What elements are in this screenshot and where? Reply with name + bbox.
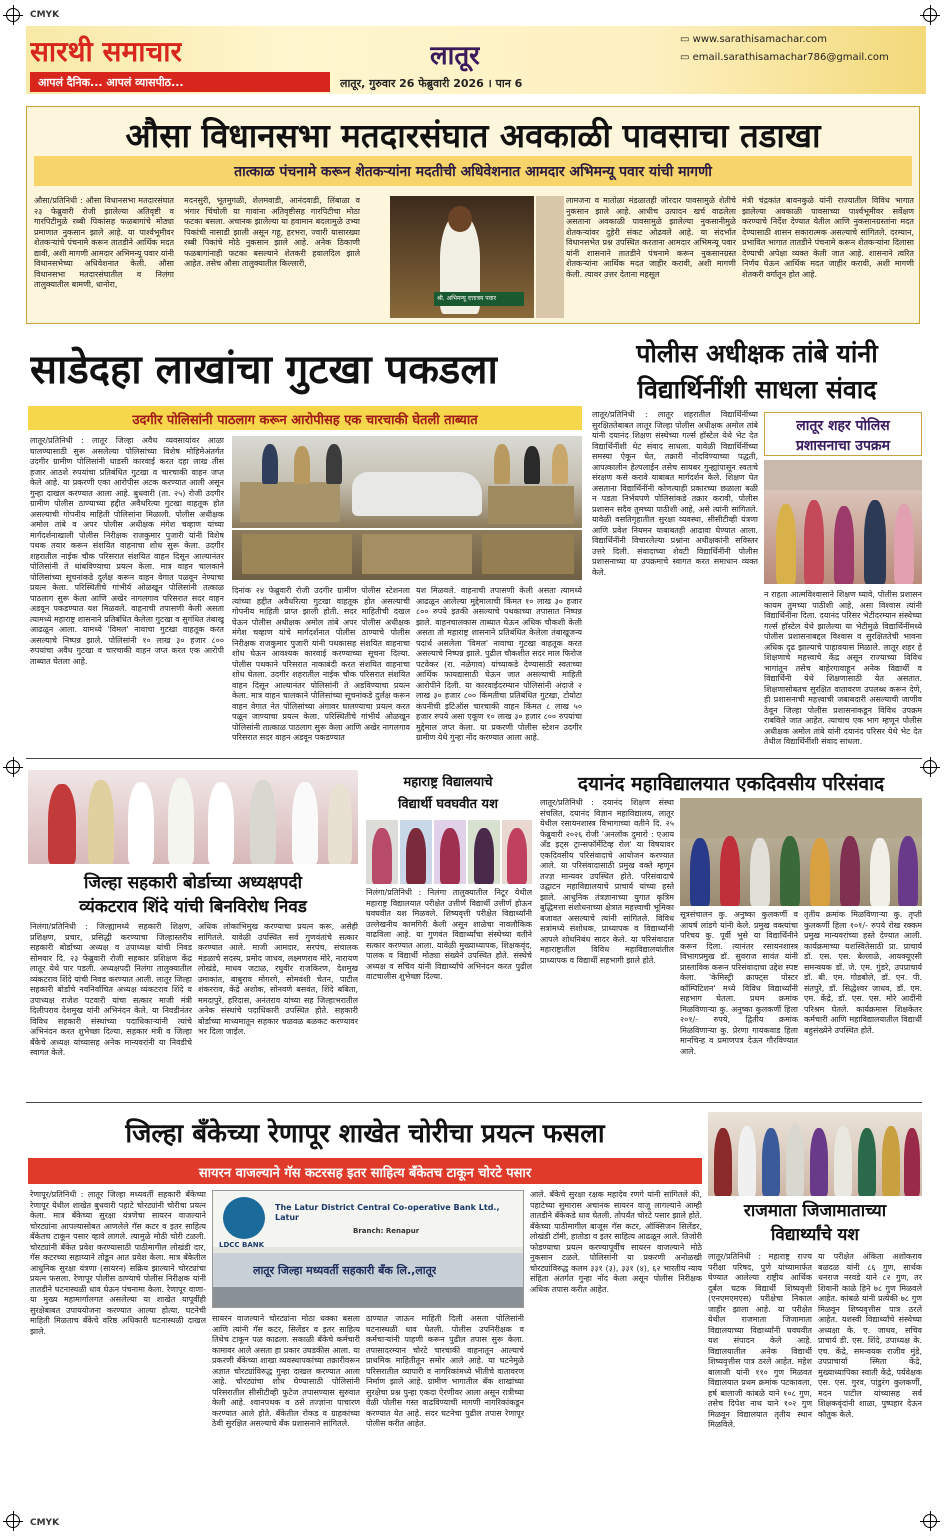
article-column: सूत्रसंचालन कु. अनुष्का कुलकर्णी व आयर्ष लांडगे यांनी केले. प्रमुख वक्त्यांचा परिचय कु. पूर्वी भुसे या विद्यार्थिनीने करून दिला. त्यानंतर रसायनशास्त्र विभागप्रमुख डॉ. सुवराज सावंत यांनी प्रास्ताविक करून परिसंवादाचा उद्देश स्पष्ट केला. 'केमिस्ट्री क्राफ्ट्स पोस्टर कॉम्पिटिशन' मध्ये विविध विद्यार्थ्यांनी सहभाग घेतला. प्रथम क्रमांक मिळविणाऱ्या कु. अनुष्का कुलकर्णी हिला २०१/- रुपये, द्वितीय क्रमांक मिळविणाऱ्या कु. प्रेरणा गायकवाड हिला मानचिन्ह व प्रमाणपत्र देऊन गौरविण्यात आले. bbox=[680, 910, 798, 1056]
email: ▭ email.sarathisamachar786@gmail.com bbox=[680, 52, 889, 63]
box-title-line1: लातूर शहर पोलिस bbox=[796, 418, 890, 434]
registration-mark bbox=[923, 760, 937, 774]
article-column: आले. बँकेचे सुरक्षा रक्षक महादेव रणगे यांनी सांगितले की, पहाटेच्या सुमारास अचानक सायरन वाजू लागल्याने आम्ही तातडीने बँकेकडे धाव घेतली. तोपर्यंत चोरटे पसार झाले होते. बँकेच्या पाठीमागील बाजूस गॅस कटर, ऑक्सिजन सिलेंडर, लोखंडी टॉमी, हातोडा व इतर साहित्य आढळून आले. तिजोरी फोडण्याचा प्रयत्न करण्यापूर्वीच सायरन वाजल्याने मोठे नुकसान टळले. पोलिसांनी या प्रकरणी अनोळखी चोरट्यांविरुद्ध कलम ३३१ (३), ३३१ (४), ६२ भारतीय न्याय संहिता अंतर्गत गुन्हा नोंद केला असून पोलीस निरीक्षक अधिक तपास करीत आहेत. bbox=[530, 1190, 702, 1294]
dateline: लातूर, गुरुवार 26 फेब्रुवारी 2026 । पान 6 bbox=[340, 77, 523, 90]
article-column: रेणापूर/प्रतिनिधी : लातूर जिल्हा मध्यवर्ती सहकारी बँकेच्या रेणापूर येथील शाखेत बुधवारी पहाटे चोरट्यांनी चोरीचा प्रयत्न केला. मात्र बँकेच्या सुरक्षा यंत्रणेचा सायरन वाजल्याने चोरट्यांना आपल्यासोबत आणलेले गॅस कटर व इतर साहित्य बँकेतच टाकून पसार व्हावे लागले. त्यामुळे मोठी चोरी टळली. चोरट्यांनी बँकेत प्रवेश करण्यासाठी पाठीमागील लोखंडी दार, गॅस कटरच्या सहाय्याने तोडून आत प्रवेश केला. मात्र बँकेतील आधुनिक सुरक्षा यंत्रणा (सायरन) सक्रिय झाल्याने चोरट्यांचा प्रयत्न फसला. रेणापूर पोलीस ठाण्याचे पोलीस निरीक्षक यांनी तातडीने घटनास्थळी धाव घेऊन पंचनामा केला. रेणापूर वाणा-या मुख्य महामार्गालगत असलेल्या या शाखेत यापूर्वीही सुरक्षेबाबत उपाययोजना करण्यात आल्या होत्या. घटनेची माहिती मिळताच बँकेचे वरिष्ठ अधिकारी घटनास्थळी दाखल झाले. bbox=[30, 1190, 206, 1336]
registration-mark bbox=[6, 8, 20, 22]
article-column: ठाण्यात जाऊन माहिती दिली असता पोलिसांनी घटनास्थळी धाव घेतली. पोलीस उपनिरीक्षक व कर्मचाऱ्यांनी पाहणी करून पुढील तपास सुरू केला. तपासादरम्यान चोरटे चारचाकी वाहनातून आल्याचे प्राथमिक माहितीतून समोर आले आहे. या घटनेमुळे परिसरातील व्यापारी व नागरिकांमध्ये भीतीचे वातावरण निर्माण झाले आहे. ग्रामीण भागातील बँक शाखांच्या सुरक्षेचा प्रश्न पुन्हा एकदा ऐरणीवर आला असून रात्रीच्या वेळी पोलीस गस्त वाढविण्याची मागणी नागरिकांकडून करण्यात येत आहे. सदर घटनेचा पुढील तपास रेणापूर पोलीस करीत आहेत. bbox=[366, 1314, 524, 1428]
headline: साडेदहा लाखांचा गुटखा पकडला bbox=[30, 346, 498, 393]
website-text: www.sarathisamachar.com bbox=[692, 34, 827, 45]
headline-line2: विद्यार्थिनींशी साधला संवाद bbox=[637, 375, 877, 404]
article-column: लातूर/प्रतिनिधी : दयानंद शिक्षण संस्था संचलित, दयानंद विज्ञान महाविद्यालय, लातूर येथील रसायनशास्त्र विभागाच्या वतीने दि. २५ फेब्रुवारी २०२६ रोजी 'अनलॉक दुमारो : एआय अँड इट्स ट्रान्सफॉर्मेटिव्ह रोल' या विषयावर एकदिवसीय परिसंवादाचे आयोजन करण्यात आले. या परिसंवादासाठी प्रमुख वक्ते म्हणून तज्ज्ञ मान्यवर उपस्थित होते. परिसंवादाचे उद्घाटन महाविद्यालयाचे प्राचार्य यांच्या हस्ते झाले. आधुनिक तंत्रज्ञानाच्या युगात कृत्रिम बुद्धिमत्ता संशोधनाच्या क्षेत्रात महत्त्वाची भूमिका बजावत असल्याचे त्यांनी सांगितले. विविध सत्रांमध्ये संशोधक, प्राध्यापक व विद्यार्थ्यांनी आपले शोधनिबंध सादर केले. या परिसंवादात महाराष्ट्रातील विविध महाविद्यालयांतील प्राध्यापक व विद्यार्थी सहभागी झाले होते. bbox=[540, 798, 674, 965]
headline-line1: महाराष्ट्र विद्यालयाचे bbox=[403, 775, 493, 790]
city-name: लातूर bbox=[430, 41, 480, 71]
section-divider bbox=[26, 1102, 922, 1103]
seized-gutkha-photo-lower bbox=[232, 530, 582, 580]
bank-sign-marathi: लातूर जिल्हा मध्यवर्ती सहकारी बँक लि.,लातूर bbox=[253, 1264, 437, 1277]
article-column: या परीक्षेत अंकिता अशोकराव बळदळ यांनी ८६ गुण, सार्थक धनराज नरवडे याने ८२ गुण, तर शिवानी काळे हिने ७८ गुण मिळवले आहेत. कांबळे यांनी प्रत्येकी ७८ गुण मिळवून शिष्यवृत्तीस पात्र ठरले आहेत. यशस्वी विद्यार्थ्यांचे संस्थेच्या अध्यक्षा के. ए. जाधव, सचिव प्राचार्य डी. एस. शिंदे, उपाध्यक्ष के. एच. केंद्रे, समन्वयक राजीव मुंडे, उपप्राचार्या स्मिता केंद्रे, मुख्याध्यापिका स्वाती केंद्रे, पर्यवेक्षक एस. एस. गुरव, पांडुरंग कुलकर्णी, मदन पाटील यांच्यासह सर्व शिक्षकवृंदांनी शाळा, पुष्पहार देऊन कौतुक केले. bbox=[818, 1252, 922, 1419]
headline-line2: विद्यार्थ्यांचे यश bbox=[771, 1225, 859, 1245]
headline: दयानंद महाविद्यालयात एकदिवसीय परिसंवाद bbox=[577, 773, 885, 795]
email-text: email.sarathisamachar786@gmail.com bbox=[692, 52, 889, 63]
felicitation-photo bbox=[28, 770, 358, 864]
sp-students-photo bbox=[764, 460, 922, 584]
student-photo bbox=[434, 820, 466, 884]
article-column: यश मिळवले. वाहनाची तपासणी केली असता त्यामध्ये आढळून आलेल्या मुद्देमालाची किंमत १० लाख ३० हजार ८०० रुपये इतकी असल्याचे पथकाच्या तपासात निष्पन्न झाले. वाहनचालकास ताब्यात घेऊन अधिक चौकशी केली असता तो महाराष्ट्र शासनाने प्रतिबंधित केलेला तंबाखूजन्य पदार्थ असलेला 'विमल' नावाचा गुटखा वाहतूक करत असल्याचे निष्पन्न झाले. पुढील चौकशीत सदर माल फिरोज पटवेकर (रा. नळेगाव) यांच्याकडे देण्यासाठी स्वतःच्या आर्थिक फायद्यासाठी घेऊन जात असल्याची माहिती आरोपीने दिली. या कारवाईदरम्यान पोलिसांनी अंदाजे २ लाख ३० हजार ८०० किंमतीचा प्रतिबंधित गुटखा, टोयोटा कंपनीची इटिऑस चारचाकी वाहन किंमत ८ लाख ५० हजार रुपये असा एकूण १० लाख ३० हजार ८०० रुपयांचा मुद्देमाल जप्त केला. या प्रकरणी पोलीस स्टेशन उदगीर ग्रामीण येथे गुन्हा नोंद करण्यात आला आहे. bbox=[416, 586, 582, 742]
mla-photo-bg bbox=[536, 196, 564, 318]
bank-sign-english: The Latur District Central Co-operative Bank Ltd., Latur bbox=[275, 1203, 500, 1222]
tagline: आपलं दैनिक... आपलं व्यासपीठ... bbox=[38, 76, 184, 89]
article-column: लामजना व मातोळा मंडळातही जोरदार पावसामुळे शेतीचे नुकसान झाले आहे. आधीच उत्पादन खर्च वाढलेला असताना अवकाळी पावसामुळे झालेल्या नुकसानीमुळे शेतकऱ्यांवर दुहेरी संकट ओढवले आहे. या संदर्भात विधानसभेत प्रश्न उपस्थित करताना आमदार अभिमन्यू पवार यांनी शासनाने तातडीने पंचनामे करून नुकसानग्रस्त शेतकऱ्यांना आर्थिक मदत जाहीर करावी, अशी मागणी केली. त्यावर उत्तर देताना महसूल bbox=[566, 196, 736, 279]
website: ▭ www.sarathisamachar.com bbox=[680, 34, 827, 45]
cmyk-marker: CMYK bbox=[30, 1518, 60, 1528]
student-photo bbox=[502, 820, 532, 884]
article-column: मदनसुरी, भूतमुगळी, शेलमवाडी, आनंदवाडी, लिंबाळा व भंगार चिंचोली या गावांना अतिवृष्टीसह गारपिटीचा मोठा फटका बसला. अचानक झालेल्या या हवामान बदलामुळे उभ्या पिकांची नासाडी झाली असून गहू, हरभरा, ज्वारी यासारख्या रब्बी पिकांचे मोठे नुकसान झाले आहे. अनेक ठिकाणी फळबागांनाही फटका बसल्याने शेतकरी हवालदिल झाले आहेत. तसेच औसा तालुक्यातील किल्लारी, bbox=[184, 196, 360, 268]
school-students-photo bbox=[708, 1112, 922, 1196]
article-column: मंत्री चंद्रकांत बावनकुळे यांनी राज्यातील विविध भागात झालेल्या अवकाळी पावसाच्या पार्श्वभूमीवर सर्वेक्षण करण्याचे निर्देश देण्यात येतील आणि नुकसानग्रस्तांना मदत देण्यासाठी शासन सकारात्मक असल्याचे सांगितले. दरम्यान, प्रभावित भागात तातडीने पंचनामे करून शेतकऱ्यांना दिलासा देण्याची अपेक्षा व्यक्त केली जात आहे. शासनाने त्वरित निर्णय घेऊन आर्थिक मदत जाहीर करावी, अशी मागणी शेतकरी वर्गातून होत आहे. bbox=[742, 196, 914, 279]
bank-logo-text: LDCC BANK bbox=[219, 1241, 265, 1249]
subhead: उदगीर पोलिसांनी पाठलाग करून आरोपीसह एक चारचाकी घेतली ताब्यात bbox=[132, 413, 478, 428]
registration-mark bbox=[923, 1514, 937, 1528]
photo-caption: श्री. अभिमन्यू दत्तात्रय पवार bbox=[434, 292, 524, 306]
headline: औसा विधानसभा मतदारसंघात अवकाळी पावसाचा तडाखा bbox=[125, 116, 821, 155]
article-column: लातूर/प्रतिनिधी : महाराष्ट्र राज्य परीक्षा परिषद, पुणे यांच्यामार्फत घेण्यात आलेल्या राष्ट्रीय आर्थिक दुर्बल घटक विद्यार्थी शिष्यवृत्ती (एनएमएमएस) परीक्षेचा निकाल जाहीर झाला आहे. या परीक्षेत येथील राजमाता जिजामाता विद्यालयाच्या विद्यार्थ्यांनी घवघवीत यश संपादन केले आहे. विद्यालयातील अनेक विद्यार्थी शिष्यवृत्तीस पात्र ठरले आहेत. महेश बालाजी यांनी ११० गुण मिळवत विद्यालयात प्रथम क्रमांक पटकावला, हर्ष बालाजी कांबळे याने १०८ गुण, तसेच दिपेश नाथ याने १०२ गुण मिळवून विद्यालयात तृतीय स्थान मिळविले. bbox=[708, 1252, 812, 1429]
student-photo bbox=[400, 820, 432, 884]
subhead: सायरन वाजल्याने गॅस कटरसह इतर साहित्य बँकेतच टाकून चोरटे पसार bbox=[198, 1166, 532, 1181]
headline-line1: जिल्हा सहकारी बोर्डाच्या अध्यक्षपदी bbox=[84, 873, 302, 893]
registration-mark bbox=[6, 760, 20, 774]
article-column: दिनांक २४ फेब्रुवारी रोजी उदगीर ग्रामीण पोलीस स्टेशनला त्यांच्या हद्दीत अवैधरित्या गुटखा वाहतूक होत असल्याची गोपनीय माहिती प्राप्त झाली होती. सदर माहितीची दखल घेऊन पोलीस अधीक्षक अमोल तांबे अपर पोलीस अधीक्षक मंगेश चव्हाण यांचे मार्गदर्शनात पोलीस ठाण्याचे पोलीस निरीक्षक राजकुमार पुजारी यांनी पथकासह संशयित वाहनाचा शोध घेऊन आवश्यक कारवाई करण्याच्या सूचना दिल्या. पोलीस पथकाने परिसरात नाकाबंदी करत संशयित वाहनाचा शोध घेतला. उदगीर शहरातील नाईक चौक परिसरात संशयित वाहन दिसून आल्यानंतर पोलिसांनी ते अडविण्याचा प्रयत्न केला. मात्र वाहन चालकाने पोलिसांच्या सूचनांकडे दुर्लक्ष करून वाहन वेगात नेत पोलिसांच्या अंगावर घालण्याचा प्रयत्न करत पळून जाण्याचा प्रयत्न केला. परिस्थितीचे गांभीर्य ओळखून पोलिसांनी तात्काळ पाठलाग सुरू केला आणि अखेर नागलगाव परिसरात सदर वाहन अडवून पकडण्यात bbox=[232, 586, 410, 742]
article-column: लातूर/प्रतिनिधी : लातूर शहरातील विद्यार्थिनींच्या सुरक्षिततेबाबत लातूर जिल्हा पोलीस अधीक्षक अमोल तांबे यांनी दयानंद शिक्षण संस्थेच्या गर्ल्स हॉस्टेल येथे भेट देत विद्यार्थिनींशी थेट संवाद साधला. यावेळी विद्यार्थिनींच्या समस्या ऐकून घेत, तक्रारी नोंदविण्याच्या पद्धती, आपत्कालीन हेल्पलाईन तसेच सायबर गुन्ह्यांपासून स्वतःचे संरक्षण कसे करावे याबाबत मार्गदर्शन केले. शिक्षण घेत असताना विद्यार्थिनींनी कोणत्याही प्रकारच्या छळाला बळी न पडता निर्भयपणे पोलिसांकडे तक्रार करावी, पोलीस प्रशासन सदैव तुमच्या पाठीशी आहे, असे त्यांनी सांगितले. यावेळी वसतिगृहातील सुरक्षा व्यवस्था, सीसीटीव्ही यंत्रणा आणि प्रवेश नियमन याबाबतही आढावा घेण्यात आला. विद्यार्थिनींनी विचारलेल्या प्रश्नांना अधीक्षकांनी सविस्तर उत्तरे दिली. संवादाच्या शेवटी विद्यार्थिनींनी पोलीस प्रशासनाच्या या उपक्रमाचे स्वागत करत समाधान व्यक्त केले. bbox=[592, 410, 758, 577]
seized-gutkha-photo bbox=[232, 436, 582, 528]
seminar-photo bbox=[680, 798, 922, 906]
bank-sign-photo bbox=[212, 1190, 524, 1308]
bank-branch: Branch: Renapur bbox=[353, 1227, 420, 1235]
article-column: निलंगा/प्रतिनिधी : निलंगा तालुक्यातील निटूर येथील महाराष्ट्र विद्यालयात परीक्षेत उत्तीर्ण विद्यार्थी उत्तीर्ण होऊन घवघवीत यश मिळवले. शिष्यवृत्ती परीक्षेत विद्यार्थ्यांनी उल्लेखनीय कामगिरी केली असून शाळेचा नावलौकिक वाढविला आहे. या गुणवंत विद्यार्थ्यांचा संस्थेच्या वतीने सत्कार करण्यात आला. यावेळी मुख्याध्यापक, शिक्षकवृंद, पालक व विद्यार्थी मोठ्या संख्येने उपस्थित होते. संस्थेचे अध्यक्ष व सचिव यांनी विद्यार्थ्यांचे अभिनंदन करत पुढील वाटचालीस शुभेच्छा दिल्या. bbox=[366, 888, 532, 981]
mla-photo bbox=[390, 196, 534, 318]
headline-line2: व्यंकटराव शिंदे यांची बिनविरोध निवड bbox=[79, 897, 307, 917]
article-column: औसा/प्रतिनिधी : औसा विधानसभा मतदारसंघात २३ फेब्रुवारी रोजी झालेल्या अतिवृष्टी व गारपिटीमुळे रब्बी पिकांसह फळबागांचे मोठ्या प्रमाणात नुकसान झाले आहे. या पार्श्वभूमीवर शेतकऱ्यांचे पंचनामे करून तातडीने आर्थिक मदत द्यावी, अशी मागणी आमदार अभिमन्यू पवार यांनी विधानसभेच्या अधिवेशनात केली. औसा विधानसभा मतदारसंघातील व निलंगा तालुक्यातील बामणी, धानोरा, bbox=[34, 196, 174, 289]
student-photo bbox=[366, 820, 398, 884]
box-title-line2: प्रशासनाचा उपक्रम bbox=[795, 438, 891, 454]
section-divider bbox=[26, 758, 922, 759]
article-column: अधिक लोकाभिमुख करण्याचा प्रयत्न करू, असेही सांगितले. यावेळी उपस्थित सर्व गुणवंतांचे सत्कार करण्यात आले. माजी आमदार, सरपंच, संचालक मंडळाचे सदस्य, प्रमोद जाधव, लक्ष्मणराव मोरे, नारायण लोखंडे, माधव जटाळ, रघुवीर राजकिरण, देशमुख उमाकांत, बाबुराव मोगरगे, सोमवंशी चेतन, पाटील शंकरराव, केंद्रे अशोक, सोनवणे बसवंत, शिंदे बबिता, ममदापुरे, हरिदास, अनंतराव यांच्या सह जिल्हाभरातील अनेक संस्थांचे पदाधिकारी उपस्थित होते. सहकारी बोर्डाच्या माध्यमातून सहकार चळवळ बळकट करण्यावर भर दिला जाईल. bbox=[198, 922, 358, 1036]
article-column: न राहता आत्मविश्वासाने शिक्षण घ्यावे, पोलीस प्रशासन कायम तुमच्या पाठीशी आहे, असा विश्वास त्यांनी विद्यार्थिनींना दिला. दयानंद परिसर भेटीदरम्यान संस्थेच्या गर्ल्स हॉस्टेल येथे झालेल्या या भेटीमुळे विद्यार्थिनींमध्ये पोलीस प्रशासनाबद्दल विश्वास व सुरक्षिततेची भावना अधिक दृढ झाल्याचे पाहावयास मिळाले. लातूर शहर हे शिक्षणाचे महत्त्वाचे केंद्र असून राज्याच्या विविध भागांतून तसेच बाहेरगावाहून अनेक विद्यार्थी व विद्यार्थिनी येथे शिक्षणासाठी येत असतात. शिक्षणासोबतच सुरक्षित वातावरण उपलब्ध करून देणे, ही प्रशासनाची महत्त्वाची जबाबदारी असल्याची जाणीव ठेवून जिल्हा पोलीस प्रशासनाकडून विविध उपक्रम राबविले जात आहेत. त्याचाच एक भाग म्हणून पोलीस अधीक्षक अमोल तांबे यांनी दयानंद परिसर येथे भेट देत तेथील विद्यार्थिनींशी संवाद साधला. bbox=[764, 590, 922, 746]
registration-mark bbox=[6, 1514, 20, 1528]
cmyk-marker: CMYK bbox=[30, 10, 60, 20]
article-column: तृतीय क्रमांक मिळविणाऱ्या कु. तृप्ती कुलकर्णी हिला १०१/- रुपये रोख रक्कम प्रमुख मान्यवरांच्या हस्ते देण्यात आली. कार्यक्रमाच्या यशस्वितेसाठी प्रा. प्राचार्य डॉ. एस. एस. बेल्लाळे, आयक्यूएसी समन्वयक डॉ. जे. एम. गुंडरे, उपप्राचार्य डॉ. बी. एम. गोडबोले, डॉ. एन. पी. संतपुरे, डॉ. सिद्धेश्वर जाधव, डॉ. एम. एम. केंद्रे, डॉ. एस. एस. मोरे आदींनी परिश्रम घेतले. कार्यक्रमास शिक्षकेतर कर्मचारी आणि महाविद्यालयातील विद्यार्थी बहुसंख्येने उपस्थित होते. bbox=[804, 910, 922, 1035]
paper-name: सारथी समाचार bbox=[30, 35, 182, 68]
headline-line2: विद्यार्थी घवघवीत यश bbox=[398, 797, 498, 812]
headline-line1: पोलीस अधीक्षक तांबे यांनी bbox=[636, 339, 878, 368]
article-column: सायरन वाजल्याने चोरट्यांना मोठा धक्का बसला आणि त्यांनी गॅस कटर, सिलेंडर व इतर साहित्य तिथेच टाकून पळ काढला. सकाळी बँकेचे कर्मचारी कामावर आले असता हा प्रकार उघडकीस आला. या प्रकरणी बँकेच्या शाखा व्यवस्थापकांच्या तक्रारीवरून अज्ञात चोरट्यांविरुद्ध गुन्हा दाखल करण्यात आला आहे. चोरट्यांचा शोध घेण्यासाठी पोलिसांनी परिसरातील सीसीटीव्ही फुटेज तपासण्यास सुरुवात केली आहे. श्वानपथक व ठसे तज्ज्ञांना पाचारण करण्यात आले होते. बँकेतील रोकड व ग्राहकांच्या ठेवी सुरक्षित असल्याचे बँक प्रशासनाने सांगितले. bbox=[212, 1314, 360, 1428]
subhead: तात्काळ पंचनामे करून शेतकऱ्यांना मदतीची अधिवेशनात आमदार अभिमन्यू पवार यांची मागणी bbox=[234, 164, 712, 180]
registration-mark bbox=[923, 8, 937, 22]
article-column: निलंगा/प्रतिनिधी : जिल्ह्यामध्ये सहकारी शिक्षण, प्रशिक्षण, प्रचार, प्रसिद्धी करण्याचा जिल्हास्तरीय सहकारी बोर्डाच्या अध्यक्ष व उपाध्यक्ष यांची निवड सोमवार दि. २३ फेब्रुवारी रोजी सहकार प्रशिक्षण केंद्र लातूर येथे पार पडली. अध्यक्षपदी निलंगा तालुक्यातील व्यंकटराव शिंदे यांची निवड करण्यात आली. लातूर जिल्हा सहकारी बोर्डाचे नवनिर्वाचित अध्यक्ष व्यंकटराव शिंदे व उपाध्यक्ष राजेश पटवारी यांचा सत्कार माजी मंत्री दिलीपराव देशमुख यांनी अभिनंदन केले. या निवडीनंतर विविध सहकारी संस्थांच्या पदाधिकाऱ्यांनी त्यांचे अभिनंदन करत शुभेच्छा दिल्या. सहकार मंत्री व जिल्हा बँकेचे अध्यक्ष यांच्यासह अनेक मान्यवरांनी या निवडीचे स्वागत केले. bbox=[30, 922, 192, 1057]
headline-line1: राजमाता जिजामाताच्या bbox=[743, 1201, 887, 1221]
headline: जिल्हा बँकेच्या रेणापूर शाखेत चोरीचा प्रयत्न फसला bbox=[125, 1119, 605, 1149]
article-column: लातूर/प्रतिनिधी : लातूर जिल्हा अवैध व्यवसायांवर आळा घालण्यासाठी सुरू असलेल्या पोलिसांच्या विशेष मोहिमेअंतर्गत उदगीर ग्रामीण पोलिसांनी धाडसी कारवाई करत दहा लाख तीस हजार आठशे रुपयांचा प्रतिबंधित गुटखा व चारचाकी वाहन जप्त केले आहे. या प्रकरणी एका आरोपीस अटक करण्यात आली असून गुन्हा दाखल करण्यात आला आहे. बुधवारी (ता. २५) रोजी उदगीर ग्रामीण पोलीस ठाण्याच्या हद्दीत अवैधरित्या गुटखा वाहतूक होत असल्याची गोपनीय माहिती पोलिसांना मिळाली. पोलीस अधीक्षक अमोल तांबे व अपर पोलीस अधीक्षक मंगेश चव्हाण यांच्या मार्गदर्शनाखाली पोलीस निरीक्षक राजकुमार पुजारी यांनी विशेष पथक तयार करून संशयित वाहनाचा शोध सुरू केला. उदगीर शहरातील नाईक चौक परिसरात संशयित वाहन दिसून आल्यानंतर पोलिसांनी ते थांबविण्याचा प्रयत्न केला. मात्र वाहन चालकाने पोलिसांच्या सूचनांकडे दुर्लक्ष करून वाहन वेगात पळवून नेण्याचा प्रयत्न केला. परिस्थितीचे गांभीर्य ओळखून पोलिसांनी तत्काळ पाठलाग सुरू केला आणि अखेर नागलगाव परिसरात सदर वाहन अडवून पकडण्यात यश मिळवले. वाहनाची तपासणी केली असता त्यामध्ये महाराष्ट्र शासनाने प्रतिबंधित केलेला गुटखा व सुगंधित तंबाखू आढळून आला. यामध्ये 'विमल' नावाचा गुटखा वाहतूक करत असल्याचे निष्पन्न झाले. पोलिसांनी १० लाख ३० हजार ८०० रुपयांचा अवैध गुटखा व चारचाकी वाहन जप्त करत एक आरोपी ताब्यात घेतला आहे. bbox=[30, 436, 224, 666]
student-photo bbox=[468, 820, 500, 884]
